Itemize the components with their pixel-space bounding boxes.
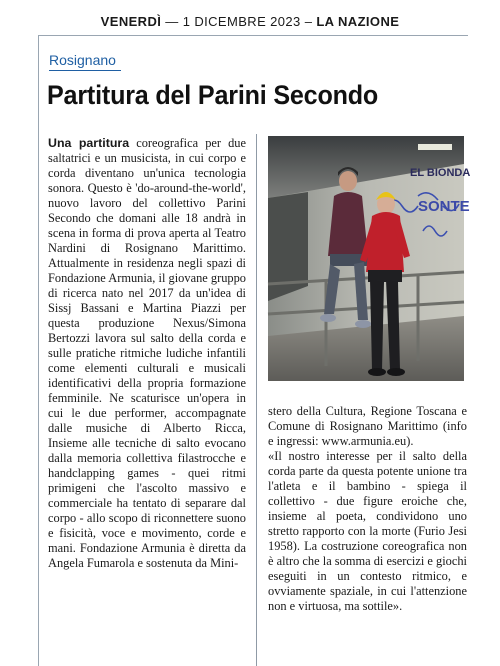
masthead-day: VENERDÌ xyxy=(100,14,162,29)
graffiti-text-1: EL BIONDA xyxy=(410,167,471,179)
masthead-paper: LA NAZIONE xyxy=(316,14,400,29)
headline: Partitura del Parini Secondo xyxy=(47,80,379,110)
article-text-3: «Il nostro interesse per il salto della corda parte da questa potente unione tra l'atleta e il bambino - spiega il collettivo - due figure eroiche che, insieme al poeta, condividono uno stretto rapporto con la morte (Furio Jesi 1958). La costruzione coreografica non è altro che la somma di esercizi e giochi eseguiti in un contesto ritmico, e ovviamente spaziale, in cui l'attenzione non e virtuosa, ma sottile». xyxy=(268,449,467,613)
column-divider xyxy=(256,134,257,666)
article-photo xyxy=(268,136,471,381)
masthead xyxy=(0,14,500,29)
article-lead: Una partitura xyxy=(48,136,130,150)
article-column-2 xyxy=(268,404,467,614)
graffiti-text-2: SONTE xyxy=(418,198,470,215)
masthead-date: — 1 DICEMBRE 2023 – xyxy=(165,14,313,29)
section-label: Rosignano xyxy=(49,52,116,68)
article-text-2: stero della Cultura, Regione Toscana e Comune di Rosignano Marittimo (info e ingressi: www.armunia.eu). xyxy=(268,404,467,448)
article-column-1 xyxy=(48,136,246,571)
section-underline xyxy=(49,70,121,71)
article-text-1: coreografica per due saltatrici e un musicista, in cui corpo e corda diventano un'unica tecnologia sonora. Questo è 'do-around-the-world', nuovo lavoro del collettivo Parini Secondo che domani alle 18 andrà in scena in forma di prova aperta al Teatro Nardini di Rosignano Marittimo. Attualmente in residenza negli spazi di Fondazione Armunia, il giovane gruppo di ricerca nato nel 2017 da un'idea di Sissj Bassani e Martina Piazzi per questa produzione Nexus/Simona Bertozzi lavora sul salto della corda e sulle pratiche ritmiche ludiche infantili come elementi culturali e musicali identificativi della propria formazione femminile. Ne scaturisce un'opera in cui le due performer, accompagnate dalle musiche di Alberto Ricca, Insieme alle tecniche di salto evocano dalla memoria collettiva filastrocche e handclapping games - quei ritmi primigeni che l'ascolto massivo e commerciale ha tentato di separare dal corpo - allo scopo di riconnettere suono e fisicità, voce e movimento, corde e mani. Fondazione Armunia è diretta da Angela Fumarola e sostenuta da Mini- xyxy=(48,136,246,570)
top-rule xyxy=(38,35,468,36)
left-rule xyxy=(38,35,39,666)
